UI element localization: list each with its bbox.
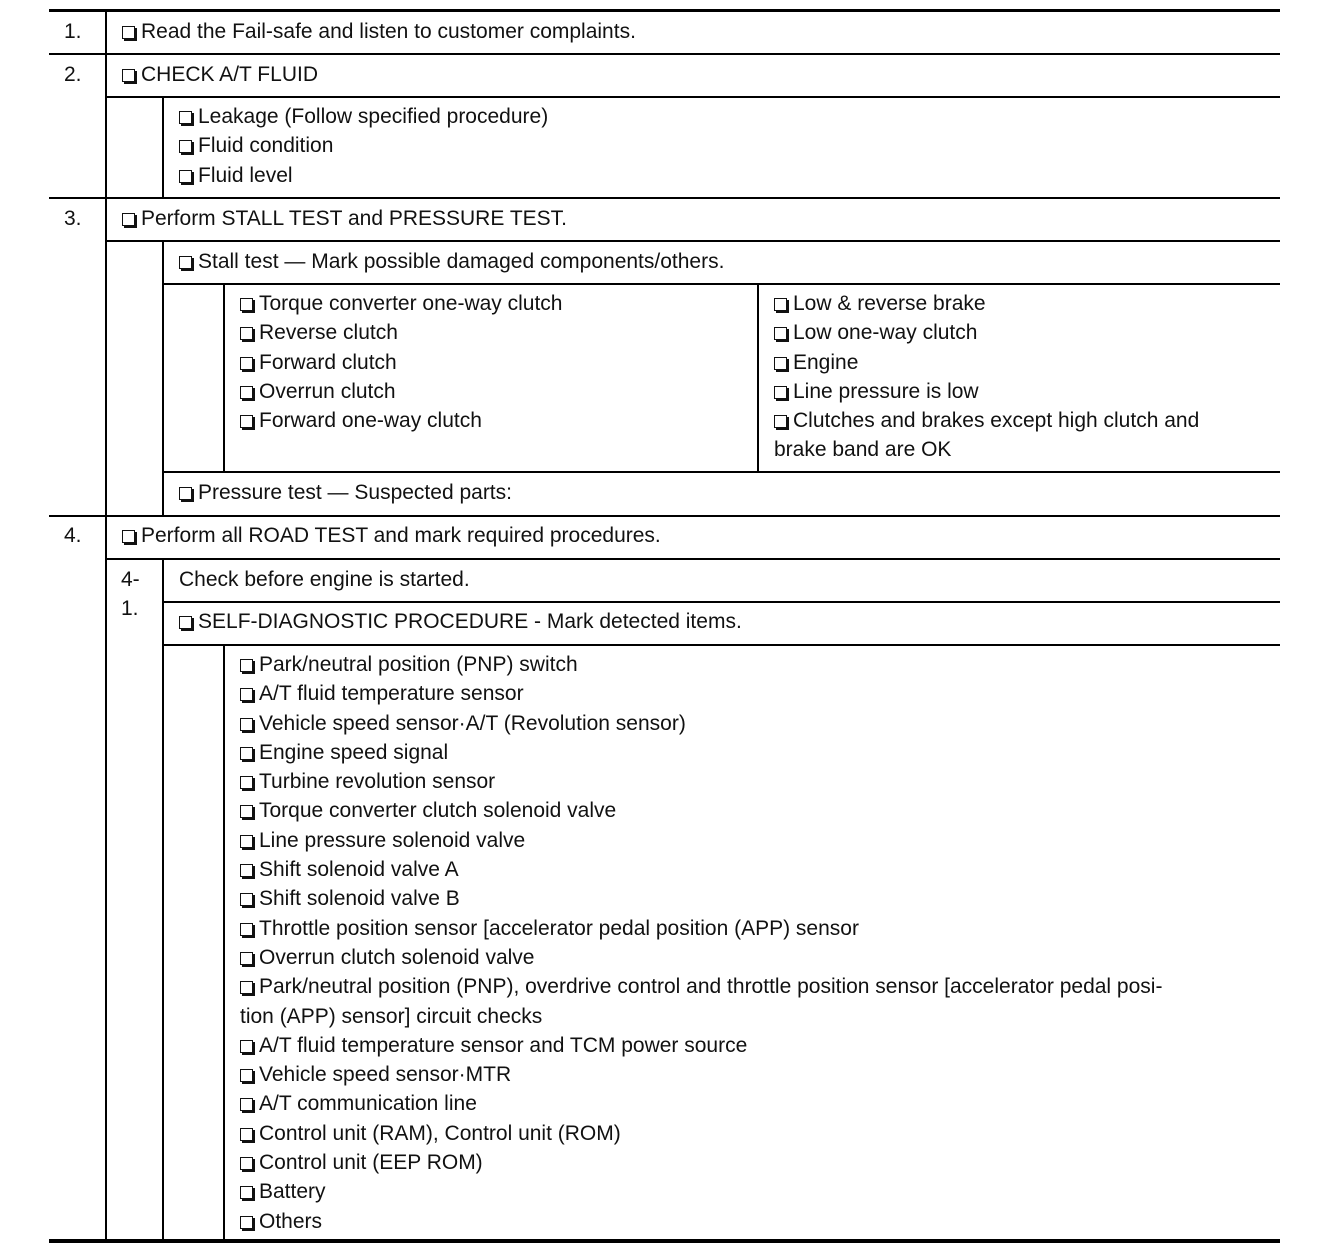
self-diagnostic-item[interactable]: [179, 607, 742, 636]
col-rule-stall: [223, 283, 225, 472]
list-item[interactable]: Reverse clutch: [240, 318, 563, 347]
list-item[interactable]: Others: [240, 1207, 1162, 1236]
list-item-continuation: brake band are OK: [774, 438, 952, 462]
list-item[interactable]: Low one-way clutch: [774, 318, 1199, 347]
checkbox-icon[interactable]: [240, 386, 253, 399]
list-item[interactable]: Shift solenoid valve A: [240, 855, 1162, 884]
list-item[interactable]: Line pressure solenoid valve: [240, 826, 1162, 855]
checkbox-icon[interactable]: [179, 140, 192, 153]
checkbox-icon[interactable]: [774, 327, 787, 340]
rule-4: [106, 240, 1280, 242]
checkbox-icon[interactable]: [240, 1186, 253, 1199]
step-3-item[interactable]: [122, 204, 567, 233]
step-4-number: 4.: [64, 524, 82, 547]
checkbox-icon[interactable]: [240, 1157, 253, 1170]
list-item[interactable]: Park/neutral position (PNP) switch: [240, 650, 1162, 679]
list-item[interactable]: Torque converter one-way clutch: [240, 289, 563, 318]
step-4-text: Perform all ROAD TEST and mark required procedures.: [141, 524, 661, 547]
checkbox-icon[interactable]: [179, 170, 192, 183]
list-item[interactable]: Forward one-way clutch: [240, 406, 563, 435]
list-item[interactable]: Torque converter clutch solenoid valve: [240, 796, 1162, 825]
checkbox-icon[interactable]: [240, 981, 253, 994]
list-item[interactable]: Vehicle speed sensor·MTR: [240, 1060, 1162, 1089]
step-4-item[interactable]: [122, 521, 661, 550]
checkbox-icon[interactable]: [240, 1098, 253, 1111]
list-item[interactable]: Engine: [774, 348, 1199, 377]
substep-text: Check before engine is started.: [179, 568, 470, 591]
list-item[interactable]: Throttle position sensor [accelerator pedal position (APP) sensor: [240, 914, 1162, 943]
step-1-text: Read the Fail-safe and listen to customer complaints.: [141, 20, 636, 43]
list-item[interactable]: Control unit (EEP ROM): [240, 1148, 1162, 1177]
step-3-number: 3.: [64, 207, 82, 230]
checkbox-icon[interactable]: [774, 415, 787, 428]
rule-3: [49, 197, 1280, 199]
step-1-number: 1.: [64, 20, 82, 43]
rule-1: [49, 53, 1280, 55]
checkbox-icon[interactable]: [240, 747, 253, 760]
rule-8: [106, 558, 1280, 560]
list-item[interactable]: Fluid level: [179, 161, 548, 190]
step-3-text: Perform STALL TEST and PRESSURE TEST.: [141, 207, 567, 230]
fluid-check-list: [179, 102, 548, 190]
col-rule-step2: [162, 96, 164, 198]
col-rule-step4: [162, 558, 164, 1242]
checkbox-icon[interactable]: [240, 923, 253, 936]
checkbox-icon[interactable]: [122, 69, 135, 82]
substep-number-a: 4-: [121, 568, 140, 591]
substep-number-b: 1.: [121, 597, 139, 620]
checkbox-icon[interactable]: [179, 487, 192, 500]
list-item[interactable]: A/T fluid temperature sensor and TCM power source: [240, 1031, 1162, 1060]
checkbox-icon[interactable]: [240, 327, 253, 340]
list-item[interactable]: Control unit (RAM), Control unit (ROM): [240, 1119, 1162, 1148]
self-diagnostic-list: [240, 650, 1162, 1236]
checkbox-icon[interactable]: [179, 616, 192, 629]
checkbox-icon[interactable]: [240, 718, 253, 731]
pressure-test-text: Pressure test — Suspected parts:: [198, 481, 512, 504]
list-item[interactable]: Vehicle speed sensor·A/T (Revolution sensor): [240, 709, 1162, 738]
checkbox-icon[interactable]: [240, 1040, 253, 1053]
list-item[interactable]: Fluid condition: [179, 131, 548, 160]
list-item[interactable]: Overrun clutch solenoid valve: [240, 943, 1162, 972]
checkbox-icon[interactable]: [122, 26, 135, 39]
stall-test-text: Stall test — Mark possible damaged components/others.: [198, 250, 725, 273]
rule-7: [49, 515, 1280, 517]
checkbox-icon[interactable]: [179, 111, 192, 124]
checkbox-icon[interactable]: [240, 805, 253, 818]
list-item[interactable]: A/T fluid temperature sensor: [240, 679, 1162, 708]
checkbox-icon[interactable]: [122, 530, 135, 543]
list-item[interactable]: Engine speed signal: [240, 738, 1162, 767]
step-2-number: 2.: [64, 63, 82, 86]
stall-test-item[interactable]: [179, 247, 724, 276]
col-rule-stall-split: [757, 283, 759, 472]
checkbox-icon[interactable]: [240, 357, 253, 370]
stall-left-list: [240, 289, 563, 435]
checkbox-icon[interactable]: [240, 893, 253, 906]
rule-5: [163, 283, 1280, 285]
list-item[interactable]: Forward clutch: [240, 348, 563, 377]
step-2-text: CHECK A/T FLUID: [141, 63, 318, 86]
list-item-continuation: tion (APP) sensor] circuit checks: [240, 1004, 543, 1028]
checkbox-icon[interactable]: [240, 1216, 253, 1229]
col-rule-number: [105, 10, 107, 1242]
list-item[interactable]: Leakage (Follow specified procedure): [179, 102, 548, 131]
col-rule-step3: [162, 240, 164, 516]
rule-2: [106, 96, 1280, 98]
checkbox-icon[interactable]: [240, 1069, 253, 1082]
checkbox-icon[interactable]: [240, 1128, 253, 1141]
checkbox-icon[interactable]: [774, 386, 787, 399]
checkbox-icon[interactable]: [240, 659, 253, 672]
rule-6: [163, 471, 1280, 473]
rule-10: [163, 644, 1280, 646]
checkbox-icon[interactable]: [122, 213, 135, 226]
checkbox-icon[interactable]: [179, 256, 192, 269]
checkbox-icon[interactable]: [240, 952, 253, 965]
checkbox-icon[interactable]: [240, 688, 253, 701]
checkbox-icon[interactable]: [240, 415, 253, 428]
checkbox-icon[interactable]: [774, 298, 787, 311]
self-diagnostic-text: SELF-DIAGNOSTIC PROCEDURE - Mark detected items.: [198, 610, 742, 633]
step-1-item[interactable]: [122, 17, 636, 46]
checkbox-icon[interactable]: [240, 776, 253, 789]
list-item[interactable]: Overrun clutch: [240, 377, 563, 406]
list-item[interactable]: Clutches and brakes except high clutch and: [774, 406, 1199, 435]
rule-9: [163, 601, 1280, 603]
stall-right-list: [774, 289, 1199, 465]
list-item[interactable]: A/T communication line: [240, 1089, 1162, 1118]
checkbox-icon[interactable]: [774, 357, 787, 370]
checkbox-icon[interactable]: [240, 835, 253, 848]
col-rule-selfdiag: [223, 644, 225, 1242]
pressure-test-item[interactable]: [179, 478, 512, 507]
list-item[interactable]: Shift solenoid valve B: [240, 884, 1162, 913]
checkbox-icon[interactable]: [240, 298, 253, 311]
step-2-item[interactable]: [122, 60, 318, 89]
checkbox-icon[interactable]: [240, 864, 253, 877]
list-item[interactable]: Park/neutral position (PNP), overdrive control and throttle position sensor [accelerator pedal posi-: [240, 972, 1162, 1001]
list-item[interactable]: Turbine revolution sensor: [240, 767, 1162, 796]
list-item[interactable]: Battery: [240, 1177, 1162, 1206]
list-item[interactable]: Low & reverse brake: [774, 289, 1199, 318]
list-item[interactable]: Line pressure is low: [774, 377, 1199, 406]
